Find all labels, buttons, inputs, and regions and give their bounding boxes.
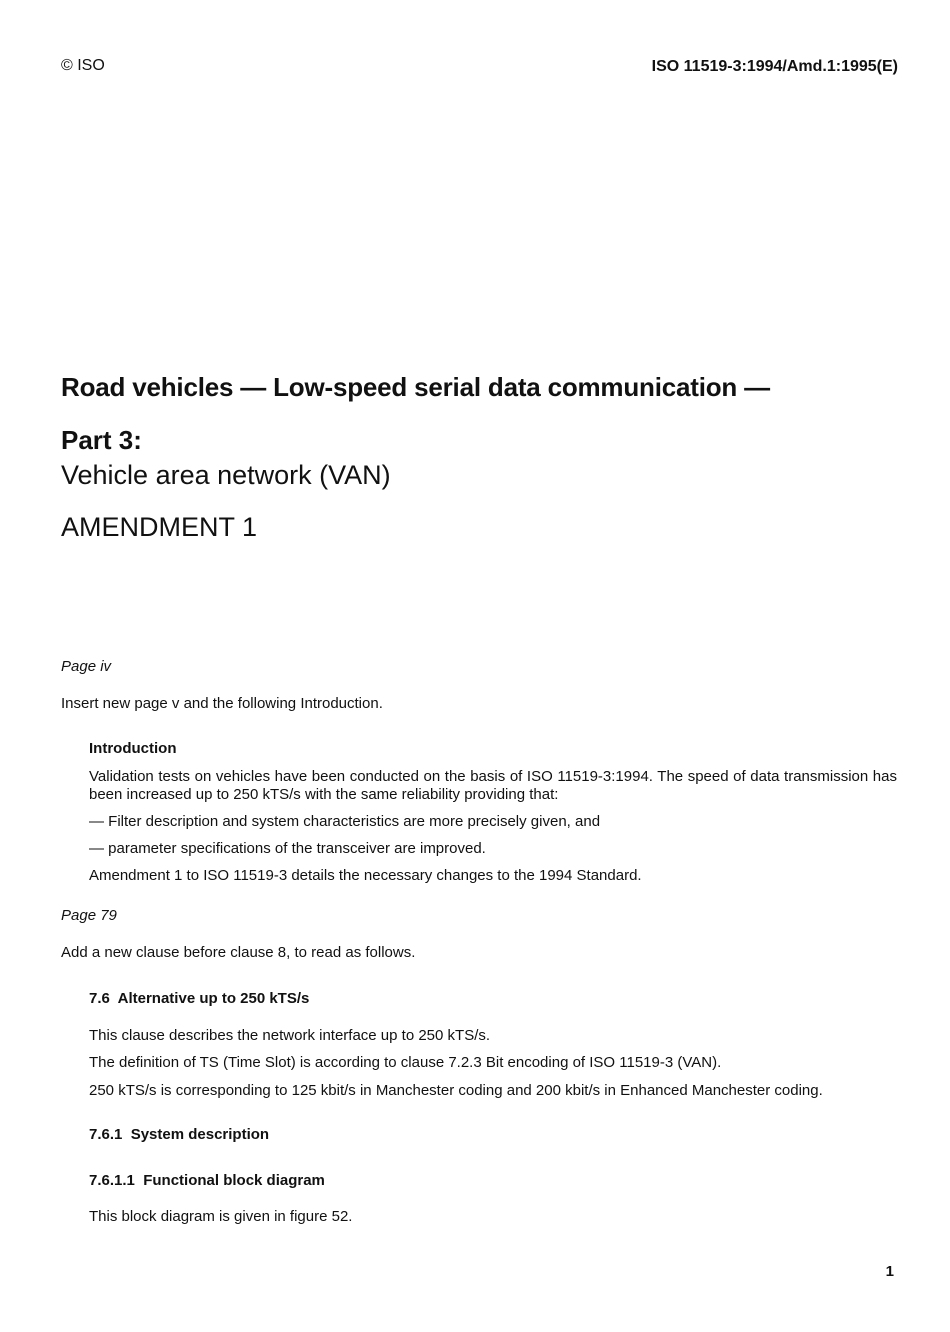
part-label: Part 3: bbox=[61, 425, 142, 455]
clause-line-3: 250 kTS/s is corresponding to 125 kbit/s in Manchester coding and 200 kbit/s in Enhanced Manchester coding. bbox=[89, 1082, 823, 1099]
instruction-introduction: Insert new page v and the following Introduction. bbox=[61, 695, 383, 712]
introduction-bullet-2: — parameter specifications of the transceiver are improved. bbox=[89, 840, 486, 857]
page-ref-iv: Page iv bbox=[61, 658, 112, 675]
clause-7-6-1-1-heading: 7.6.1.1 Functional block diagram bbox=[89, 1172, 325, 1189]
clause-line-1: This clause describes the network interface up to 250 kTS/s. bbox=[89, 1027, 491, 1044]
instruction-new-clause: Add a new clause before clause 8, to read as follows. bbox=[61, 944, 416, 961]
page-number: 1 bbox=[885, 1263, 894, 1280]
introduction-paragraph: Validation tests on vehicles have been conducted on the basis of ISO 11519-3:1994. The speed of data transmission has been increased up to 250 kTS/s with the same reliability providing that: bbox=[89, 768, 897, 803]
block-diagram-text: This block diagram is given in figure 52. bbox=[89, 1208, 353, 1225]
document-id-header: ISO 11519-3:1994/Amd.1:1995(E) bbox=[651, 58, 898, 75]
clause-line-2: The definition of TS (Time Slot) is according to clause 7.2.3 Bit encoding of ISO 11519-3 (VAN). bbox=[89, 1054, 722, 1071]
amendment-label: AMENDMENT 1 bbox=[61, 512, 258, 542]
clause-7-6-heading: 7.6 Alternative up to 250 kTS/s bbox=[89, 990, 310, 1007]
clause-7-6-1-heading: 7.6.1 System description bbox=[89, 1126, 270, 1143]
copyright-header: © ISO bbox=[61, 57, 105, 74]
document-title: Road vehicles — Low-speed serial data communication — bbox=[61, 372, 770, 402]
page-ref-79: Page 79 bbox=[61, 907, 117, 924]
introduction-heading: Introduction bbox=[89, 740, 177, 757]
introduction-bullet-1: — Filter description and system characteristics are more precisely given, and bbox=[89, 813, 601, 830]
part-subtitle: Vehicle area network (VAN) bbox=[61, 460, 391, 490]
introduction-closing: Amendment 1 to ISO 11519-3 details the necessary changes to the 1994 Standard. bbox=[89, 867, 642, 884]
